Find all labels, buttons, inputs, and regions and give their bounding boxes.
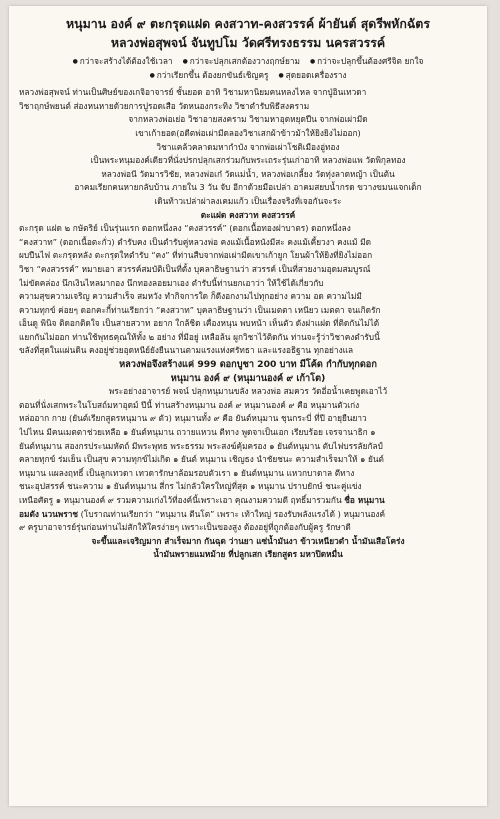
text-span: เหนือศัตรู ๑ หนุมานองค์ ๙ รวมความเก่งไว้ที่องค์นี้เพราะเอา คุณงามความดี ฤทธิ์มารวมกัน (19, 495, 342, 505)
bullet-item: ● กว่าเรียกขึ้น ต้องยกขันธ์เชิญครู (150, 69, 269, 83)
hanuman-section (19, 385, 477, 562)
text-line: แยกกันไม่ออก ท่านใช้พุทธคุณให้ทั้ง ๒ อย่าง ที่มีอยู่ เหลือล้น ผูกวิชาไว้ติดกัน ท่านจะรู้ว่าวิชาคงตำรับนี้ (19, 331, 380, 342)
text-line: เดินท้าวเปล่าผ่าลงเคมแก้ว เป็นเรื่องจริงที่เจอกันจะระ (154, 195, 342, 206)
text-line: ชนะอุปสรรค์ ชนะความ ๑ ยันต์หนุมาน สี่กร ไม่กลัวใครใหญ่ที่สุด ๑ หนุมาน ปราบยักษ์ ชนะคู่แข่ง (19, 481, 362, 492)
document-subtitle: หลวงพ่อสุพจน์ จันทูปโม วัดศรีทรงธรรม นครสวรรค์ (110, 35, 386, 50)
document-content (9, 6, 487, 562)
text-line: วิชา “คงสวรรค์” หมายเอา สวรรค์สมบัติเป็นที่ตั้ง บุคลาธิษฐานว่า สวรรค์ เป็นที่สวยงามอุดมสมบูรณ์ (19, 263, 371, 274)
text-line: ตะกรุด แฝด ๒ กษัตริย์ เป็นรุ่นแรก ดอกหนึ่งลง “คงสวรรค์” (ดอกเนื้อทองฝาบาตร) ดอกหนึ่งลง (19, 223, 351, 234)
text-line: คลายทุกข์ ร่มเย็น เป็นสุข ความทุกข์ไม่เกิด ๑ ยันต์ หนุมาน เชิญธง นำชัยชนะ ความสำเร็จมาให้ ๑ ยันต์ (19, 454, 384, 465)
closing-line: จะขึ้นและเจริญมาก สำเร็จมาก กันฉุด ว่านยา แซ่น้ำมันงา ข้าวเหนียวดำ น้ำมันเสือโคร่ง (91, 535, 405, 546)
closing-line: น้ำมันพรายแมหม้าย ที่ปลูกเสก เรียกสูตร มหาปิดหมื่น (153, 549, 343, 560)
bullet-item: ● กว่าจะสร้างได้ต้องใช้เวลา (73, 55, 173, 69)
limited-edition-note: หลวงพ่อจึงสร้างแค่ 999 ดอกบูชา 200 บาท มีโค้ด กำกับทุกดอก (119, 359, 377, 371)
text-line: “คงสวาท” (ดอกเนื้อตะกั่ว) ตำรับคง เป็นตำรับคู่หลวงพ่อ คงแม้เนื้อหนังมีสะ คงแม้เคี้ยวงา คงแม้ มีด (19, 236, 371, 247)
text-line: อาคมเรียกคนหายกลับบ้าน ภายใน 3 วัน จับ อีกาด้วยมือเปล่า อาคมสยบน้ำกรด ขวางขมนแจกเด็ก (74, 182, 422, 193)
bullet-item: ● สุดยอดเครื่องราง (279, 69, 347, 83)
section-heading: หนุมาน องค์ ๙ (หนุมานองค์ ๙ เก้าโต) (170, 372, 326, 384)
text-line: พระอย่างอาจารย์ พจน์ ปลุกหนุมานขลัง หลวงพ่อ สมควร วัดอี่อน้ำเคยพูดเอาไว้ (108, 386, 388, 397)
text-span: (โบราณท่านเรียกว่า “หนุมาน ตีนโต” เพราะ เท้าใหญ่ รองรับพลังแรงได้ ) หนุมานองค์ (78, 508, 386, 519)
text-line: ผบปืนไฟ ตะกรุดหลัง ตะกรุดใหตำรับ “คง” ที่ท่านสืบจากพ่อเผ่ามีดเขาเก้ายูก โยนผ้าให้ยิงที่ยิงไม่ออก (19, 250, 373, 261)
text-line: ไม่ขัดคล่อง นึกเงินไหลมากอง นึกทองลอยมาเอง ตำรับนี้ท่านยกเอาว่า ให้ใช้ได้เกี่ยวกับ (19, 277, 324, 288)
text-line (19, 494, 477, 508)
intro-paragraph (19, 86, 477, 208)
text-line: ตอนที่นั่งเสกพระในโบสถ์มหาอุดม์ ปีนี้ ท่านสร้างหนุมาน องค์ ๙ หนุมานองค์ ๙ คือ หนุมานตัวเก่ง (19, 399, 360, 410)
text-line: เป็นพระหนุมองค์เดียวที่นั่งปรกปลุกเสกร่วมกับพระเถระรุ่นเก่าอาทิ หลวงพ่อแพ วัดพิกุลทอง (90, 155, 406, 166)
text-line: ความทุกข์ ค่อยๆ ดอกคะกี้ท่านเรียกว่า “คงสวาท” บุคลาธิษฐานว่า เป็นเมตตา เหนียว เมตตา จนเกิดรัก (19, 304, 381, 315)
text-line: หนุมาน แผลงฤทธิ์ เป็นลูกเทวดา เทวดารักษาล้อมรอบตัวเรา ๑ ยันต์หนุมาน แหวกบาดาล ตีทาง (19, 467, 355, 478)
text-line (19, 508, 477, 522)
text-line: วิชาฤกษ์พยนต์ ส่องหนหายด้วยการปูรอดเสือ วัดหนองกระทิง วิชาตำรับพิธีสงคราม (19, 100, 310, 111)
text-line: ไปไหน มีคนเมตตาช่วยเหลือ ๑ ยันต์หนุมาน ถวายแหวน ตีทาง พูดจาเป็นเอก เรียบร้อย เจรจานาธิก ๑ (19, 427, 376, 438)
text-line: ขลังที่สุดในแผ่นดิน คงอยู่ช่วยอุดหนีย์ยังยืนนานตามแรงแห่งศรัทธา และแรงอธิฐาน ทุกอย่างแล (19, 345, 354, 356)
text-line: วิชาแคล้วคลาดมหากำบัง จากพ่อเผ่าโชติเมืองอู่ทอง (156, 141, 340, 152)
text-line: จากหลวงพ่อเย่อ วิชาอายสงคราม วิชามหาอุดหยุดปืน จากพ่อเผ่ามีด (128, 114, 368, 125)
bullet-item: ● กว่าจะปลุกขึ้นต้องศรีจิต ยกใจ (310, 55, 423, 69)
text-line: หลวงพ่อนี วัดมารวิชัย, หลวงพ่อเก๋ วัดแม่น้ำ, หลวงพ่อเกลี้ยง วัดทุ่งลาดหญ้า เป็นต้น (101, 168, 395, 179)
section-heading: ตะแฝด คงสวาท คงสวรรค์ (200, 209, 296, 220)
text-line: ยันต์หนุมาน สองกรประนมหัตถ์ มีพระพุทธ พระธรรม พระสงฆ์คุ้มครอง ๑ ยันต์หนุมาน ตับไฟบรรลัยกัลป์ (19, 440, 383, 451)
text-line: ความสุขความเจริญ ความสำเร็จ สมหวัง ทำกิจการใด ก็ดีงอกงามไปทุกอย่าง ความ อด ความไม่มี (19, 291, 362, 302)
text-line: เขาเก้ายอด(อดีตพ่อเผ่ามีดลองวิชาเสกผ้าข้าวม้าให้ยิงยิงไม่ออก) (135, 127, 361, 138)
text-line: เอ็นดู พินิจ ติดอกติดใจ เป็นสายสวาท อยาก ใกล้ชิด เคื่องหนุน พบหน้า เห็นตัว ดังฝาแฝด ที่ติดกันไม่ได้ (19, 318, 380, 329)
text-line: หลวงพ่อสุพจน์ ท่านเป็นศิษย์ของเกจิอาจารย์ ชั้นยอด อาทิ วิชามหานิยมคนหลงไหล จากปู่อินเทวดา (19, 87, 367, 98)
document-title: หนุมาน องค์ ๙ ตะกรุดแฝด คงสวาท-คงสวรรค์ ผ้ายันต์ สุดรีพหักฉัตร (66, 16, 430, 31)
hanuman-name-label: ชื่อ หนุมาน (344, 495, 385, 505)
bullet-row-2 (19, 69, 477, 83)
takrut-section (19, 222, 477, 372)
text-line: ๙ ครูบาอาจารย์รุ่นก่อนท่านไม่สักให้ใครง่ายๆ เพราะเป็นของสูง ต้องอยู่ที่ถูกต้องกับผู้ครู รักษาดี (19, 522, 351, 533)
hanuman-name: อมตัง นวนพราช (19, 508, 78, 519)
bullet-item: ● กว่าจะปลุกเสกต้องวางฤกษ์ยาม (183, 55, 300, 69)
document-page (9, 6, 487, 806)
bullet-row-1 (19, 55, 477, 69)
text-line: หล่ออาก กาย (ยันต์เรียกสูตรหนุมาน ๙ ตัว) หนุมานทั้ง ๙ คือ ยันต์หนุมาน ชุนกระบี่ ที่ปี อายุยืนยาว (19, 413, 367, 424)
